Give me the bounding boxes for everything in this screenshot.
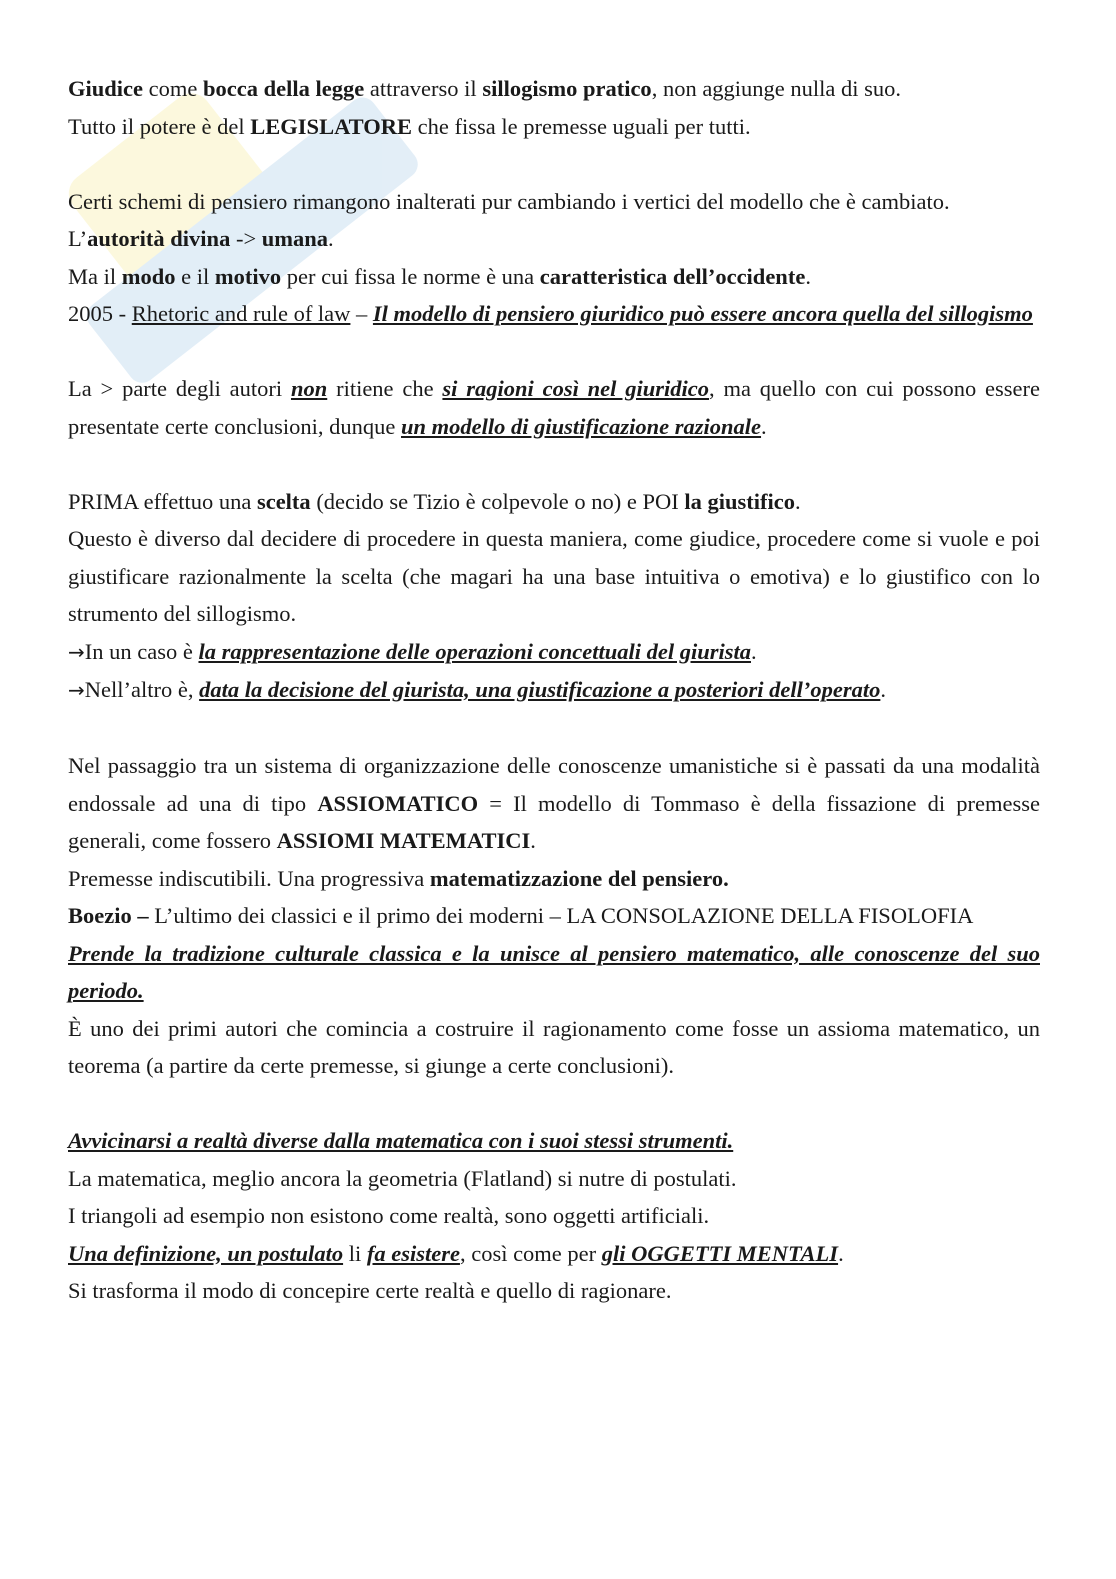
blank-line [68, 710, 1040, 748]
text: ASSIOMI MATEMATICI [276, 828, 531, 853]
text: . [838, 1240, 844, 1266]
text: modo [121, 263, 176, 289]
blank-line [68, 445, 1040, 483]
paragraph [68, 1235, 1040, 1273]
text: , non aggiunge nulla di suo. [651, 76, 902, 101]
paragraph: La matematica, meglio ancora la geometria (Flatland) si nutre di postulati. [68, 1165, 737, 1191]
text: In un caso è [84, 638, 199, 664]
blank-line [68, 333, 1040, 371]
text: LEGISLATORE [250, 113, 413, 139]
text: . [328, 226, 334, 251]
text: – [350, 301, 373, 326]
text: Nel passaggio tra un sistema di organizzazione delle conoscenze umanistiche si è passati da una modalità endossale ad una di tipo [68, 753, 1040, 816]
paragraph [68, 860, 1040, 898]
arrow-icon: → [68, 639, 85, 664]
text: Una definizione, un postulato [68, 1240, 344, 1266]
paragraph: I triangoli ad esempio non esistono come realtà, sono oggetti artificiali. [68, 1203, 710, 1228]
text: . [805, 263, 811, 289]
paragraph: È uno dei primi autori che comincia a costruire il ragionamento come fosse un assioma matematico, un teorema (a partire da certe premesse, si giunge a certe conclusioni). [68, 1015, 1040, 1078]
text: motivo [214, 263, 282, 289]
text: data la decisione del giurista, una giustificazione a posteriori dell’operato [199, 677, 881, 702]
text: per cui fissa le norme è una [281, 263, 540, 289]
text: caratteristica dell’occidente [539, 263, 806, 289]
paragraph [68, 483, 1040, 521]
text: e il [175, 263, 215, 289]
arrow-icon: → [68, 678, 85, 702]
text: come [143, 76, 203, 101]
text: la rappresentazione delle operazioni concettuali del giurista [198, 638, 751, 664]
text: matematizzazione del pensiero. [429, 865, 729, 891]
text: PRIMA effettuo una [68, 488, 257, 514]
paragraph [68, 295, 1040, 333]
text: . [880, 677, 886, 702]
text: L’ultimo dei classici e il primo dei moderni – LA CONSOLAZIONE DELLA FISOLOFIA [148, 903, 974, 928]
text: Ma il [68, 263, 122, 289]
text: L’ [68, 226, 88, 251]
text: La > parte degli autori [68, 376, 291, 401]
paragraph [68, 370, 1040, 445]
text: che fissa le premesse uguali per tutti. [412, 113, 751, 139]
text: , ma quello con cui possono essere presentate certe conclusioni, dunque [68, 376, 1040, 439]
text: scelta [256, 488, 311, 514]
document-body [68, 70, 1040, 1310]
text: li [343, 1240, 367, 1266]
paragraph [68, 220, 1040, 258]
text: (decido se Tizio è colpevole o no) e POI [310, 488, 685, 514]
paragraph [68, 70, 1040, 108]
text: ASSIOMATICO [317, 790, 479, 816]
paragraph [68, 633, 1040, 672]
text: Il modello di pensiero giuridico può essere ancora quella del sillogismo [372, 301, 1033, 326]
text: fa esistere [366, 1240, 460, 1266]
paragraph: Certi schemi di pensiero rimangono inalterati pur cambiando i vertici del modello che è cambiato. [68, 188, 950, 214]
text: Giudice [68, 76, 144, 101]
text: 2005 - [68, 301, 132, 326]
text: -> [230, 226, 262, 251]
text: Rhetoric and rule of law [131, 301, 351, 326]
text: un modello di giustificazione razionale [401, 413, 762, 439]
blank-line [68, 145, 1040, 183]
text: ritiene che [327, 376, 443, 401]
paragraph: Avvicinarsi a realtà diverse dalla matematica con i suoi stessi strumenti. [68, 1128, 734, 1153]
text: Tutto il potere è del [68, 113, 251, 139]
text: si ragioni così nel giuridico [442, 376, 709, 401]
paragraph [68, 671, 1040, 710]
paragraph [68, 258, 1040, 296]
paragraph [68, 747, 1040, 860]
text: = Il modello di Tommaso è della fissazione di premesse generali, come fossero [68, 790, 1040, 853]
text: non [290, 376, 328, 401]
paragraph [68, 108, 1040, 146]
text: Premesse indiscutibili. Una progressiva [68, 865, 430, 891]
text: . [751, 638, 757, 664]
text: . [761, 413, 767, 439]
text: Nell’altro è, [84, 677, 200, 702]
paragraph [68, 897, 1040, 935]
blank-line [68, 1085, 1040, 1123]
text: autorità divina [87, 226, 231, 251]
text: la giustifico [684, 488, 795, 514]
paragraph: Prende la tradizione culturale classica e la unisce al pensiero matematico, alle conoscenze del suo periodo. [68, 940, 1040, 1003]
text: gli OGGETTI MENTALI [601, 1240, 839, 1266]
text: sillogismo pratico [482, 76, 652, 101]
text: Boezio – [68, 903, 149, 928]
text: . [530, 828, 536, 853]
text: . [795, 488, 801, 514]
text: , così come per [459, 1240, 602, 1266]
paragraph: Questo è diverso dal decidere di procedere in questa maniera, come giudice, procedere come si vuole e poi giustificare razionalmente la scelta (che magari ha una base intuitiva o emotiva) e lo giustifico con lo strumento del sillogismo. [68, 526, 1040, 626]
text: bocca della legge [203, 76, 365, 101]
text: umana [261, 226, 329, 251]
paragraph: Si trasforma il modo di concepire certe realtà e quello di ragionare. [68, 1278, 672, 1303]
text: attraverso il [364, 76, 483, 101]
